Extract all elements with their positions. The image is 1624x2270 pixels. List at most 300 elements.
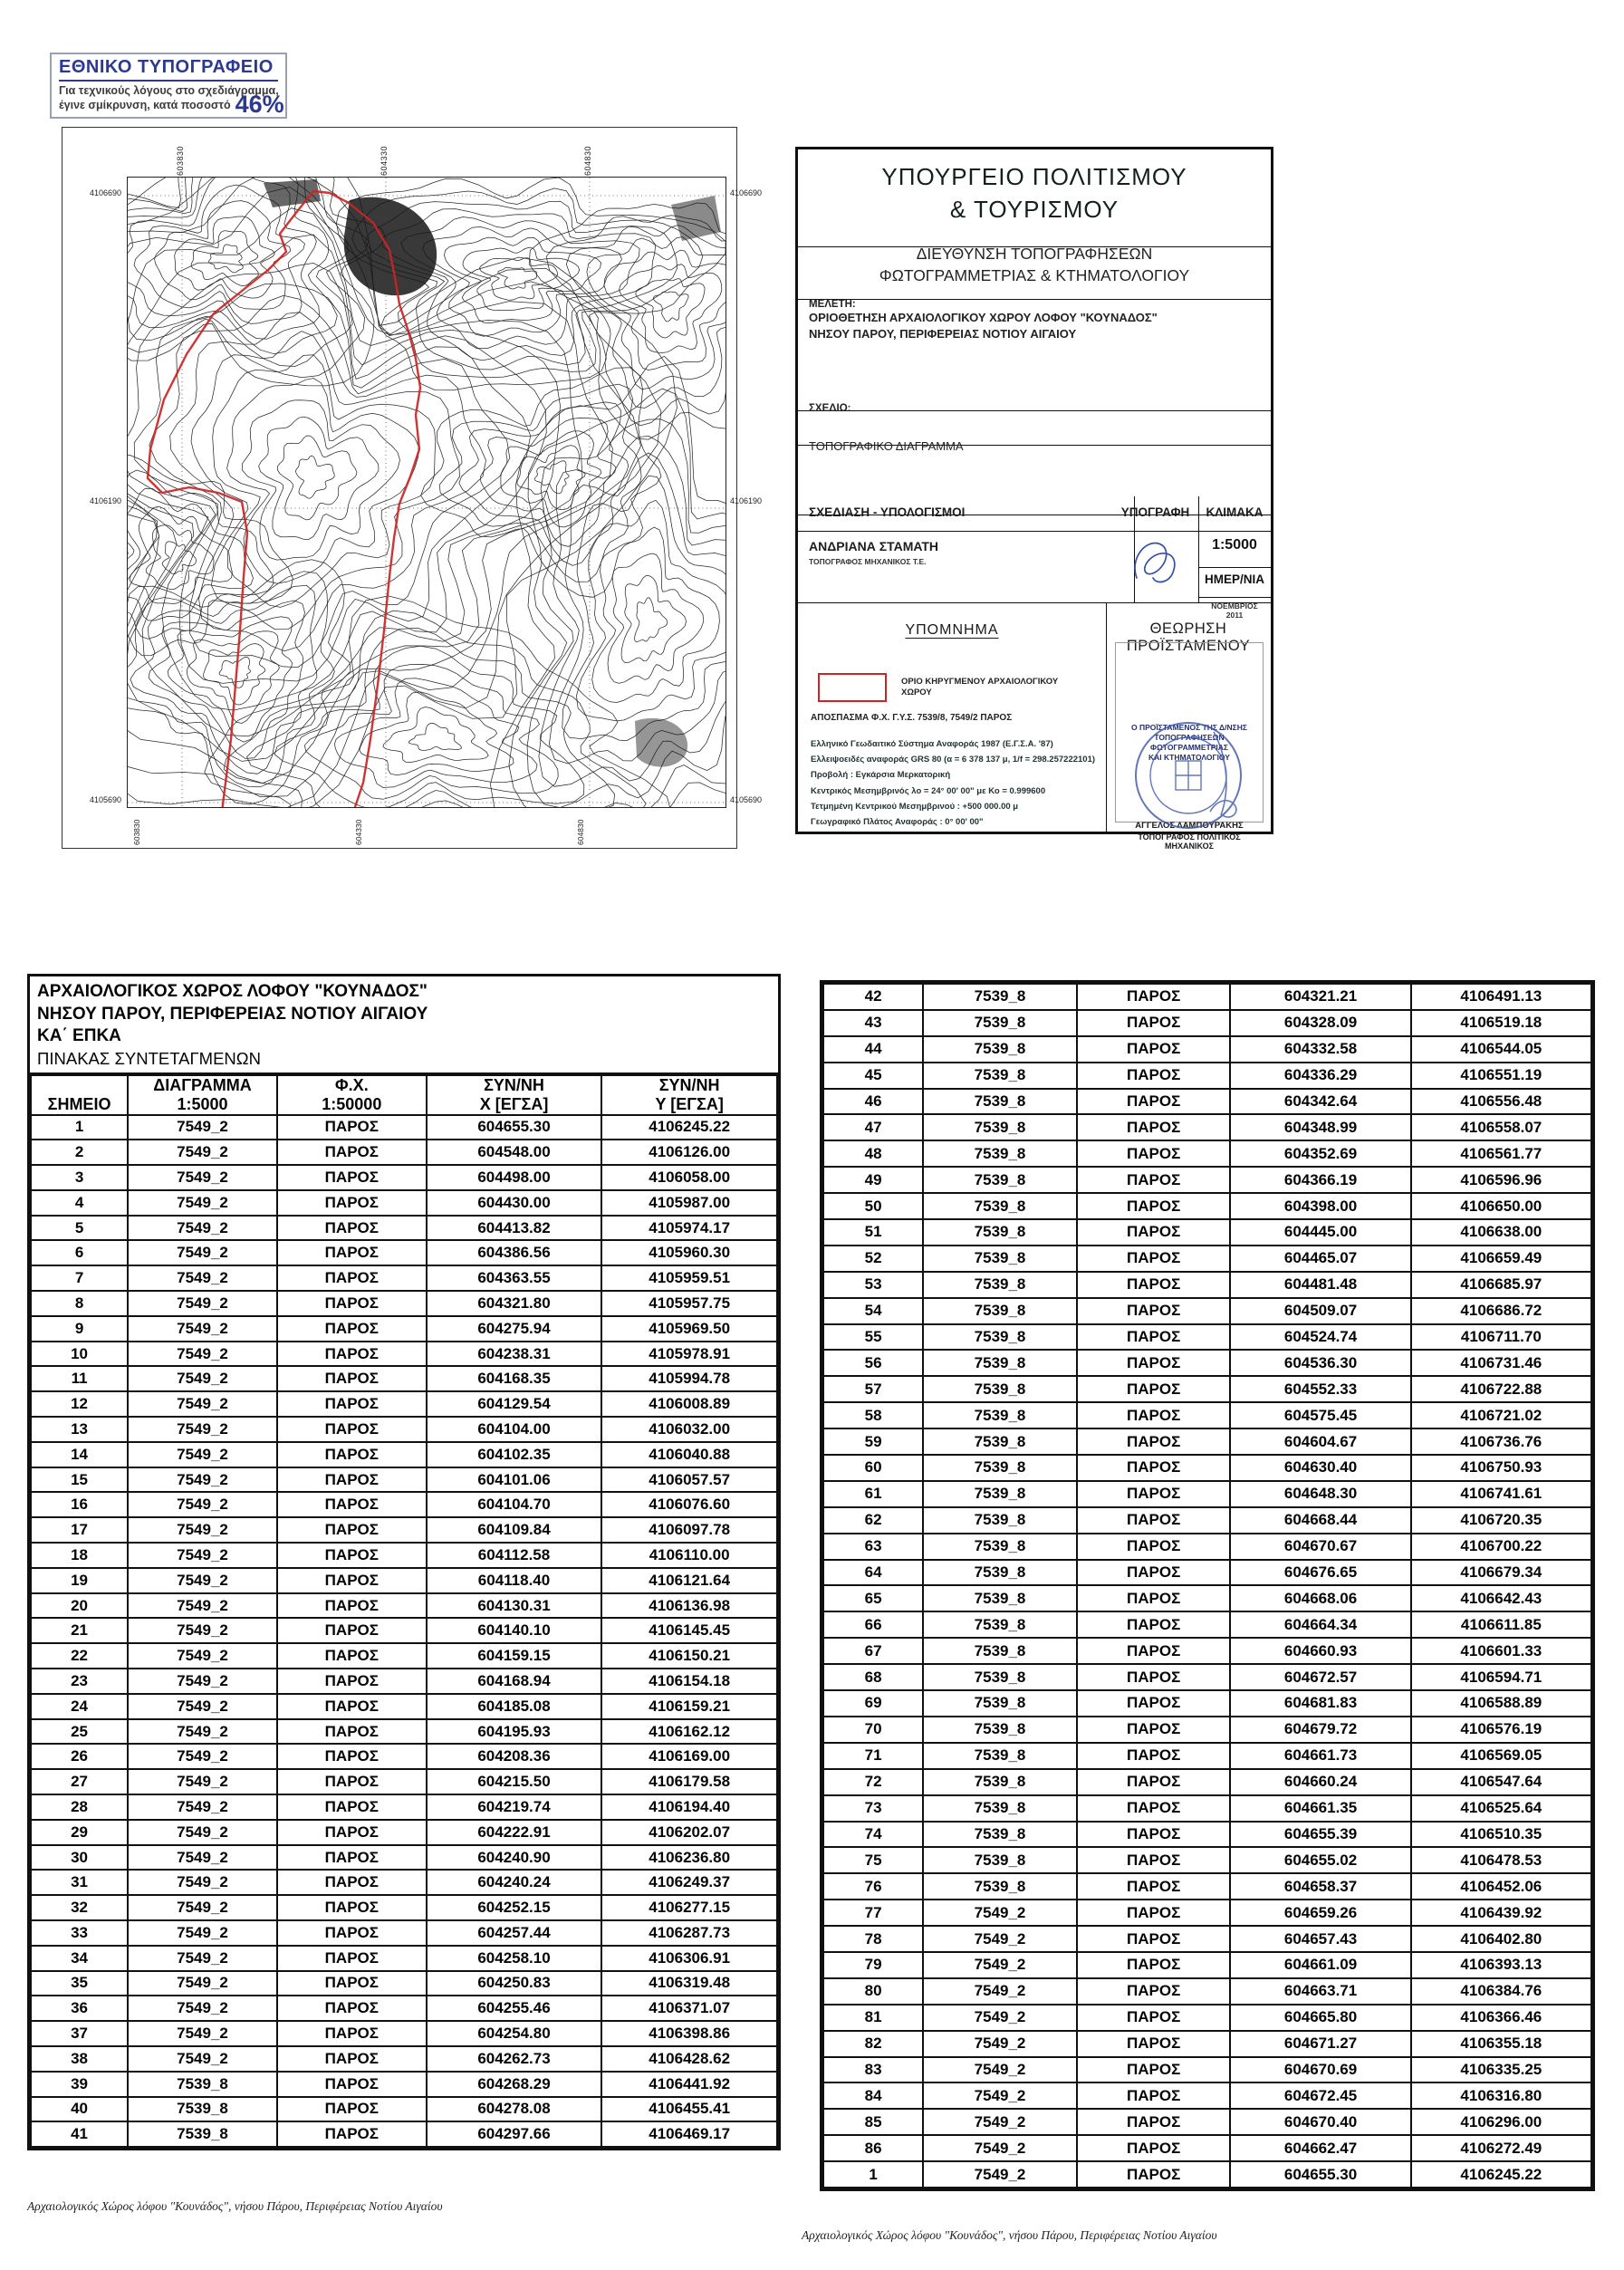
approver-name: ΑΓΓΕΛΟΣ ΛΑΜΠΟΥΡΑΚΗΣ [1135, 821, 1244, 831]
table-cell: ΠΑΡΟΣ [1077, 2161, 1231, 2188]
table-cell: 4106510.35 [1411, 1822, 1591, 1848]
coordinates-table-title: ΑΡΧΑΙΟΛΟΓΙΚΟΣ ΧΩΡΟΣ ΛΟΦΟΥ "ΚΟΥΝΑΔΟΣ" ΝΗΣΟΥ ΠΑΡΟΥ, ΠΕΡΙΦΕΡΕΙΑΣ ΝΟΤΙΟΥ ΑΙΓΑΙΟΥ ΚΑ΄ ΕΠΚΑ ΠΙΝΑΚΑΣ ΣΥΝΤΕΤΑΓΜΕΝΩΝ [30, 976, 778, 1074]
table-cell: ΠΑΡΟΣ [1077, 1036, 1231, 1063]
table-row [823, 1690, 1591, 1717]
table-row [823, 2135, 1591, 2161]
table-cell: 4106722.88 [1411, 1376, 1591, 1402]
table-cell: 7539_8 [923, 1507, 1077, 1534]
signature-label: ΥΠΟΓΡΑΦΗ [1112, 496, 1199, 531]
table-cell: 79 [823, 1952, 923, 1978]
header-diagram: ΔΙΑΓΡΑΜΜΑ 1:5000 [128, 1075, 277, 1115]
table-cell: 604297.66 [427, 2121, 602, 2147]
table-row [31, 1845, 777, 1871]
table-cell: 4105969.50 [601, 1316, 777, 1342]
table-cell: 4106398.86 [601, 2021, 777, 2046]
table-cell: 57 [823, 1376, 923, 1402]
table-cell: 4106686.72 [1411, 1298, 1591, 1324]
table-row [31, 1517, 777, 1543]
table-cell: ΠΑΡΟΣ [1077, 2031, 1231, 2057]
table-cell: 4106556.48 [1411, 1089, 1591, 1115]
table-cell: 4105974.17 [601, 1216, 777, 1241]
table-cell: 604250.83 [427, 1971, 602, 1996]
table-cell: 4106136.98 [601, 1593, 777, 1619]
table-row [823, 1324, 1591, 1351]
table-cell: 7549_2 [923, 2161, 1077, 2188]
header-point: ΣΗΜΕΙΟ [31, 1075, 128, 1115]
table-row [823, 1847, 1591, 1873]
table-cell: ΠΑΡΟΣ [277, 1820, 427, 1845]
table-cell: 27 [31, 1769, 128, 1794]
table-cell: ΠΑΡΟΣ [277, 1316, 427, 1342]
table-cell: 604648.30 [1230, 1481, 1410, 1507]
table-cell: ΠΑΡΟΣ [1077, 1926, 1231, 1952]
table-cell: ΠΑΡΟΣ [1077, 1428, 1231, 1455]
designer-signature [1120, 531, 1191, 594]
table-cell: 604524.74 [1230, 1324, 1410, 1351]
table-cell: 60 [823, 1455, 923, 1481]
table-cell: ΠΑΡΟΣ [1077, 1193, 1231, 1219]
table-cell: 41 [31, 2121, 128, 2147]
table-row [823, 1900, 1591, 1926]
table-cell: ΠΑΡΟΣ [1077, 1638, 1231, 1664]
printing-office-title: ΕΘΝΙΚΟ ΤΥΠΟΓΡΑΦΕΙΟ [59, 57, 278, 82]
table-row [31, 1769, 777, 1794]
table-row [823, 1611, 1591, 1638]
table-cell: 63 [823, 1534, 923, 1560]
table-cell: ΠΑΡΟΣ [277, 1140, 427, 1165]
table-cell: 604670.67 [1230, 1534, 1410, 1560]
table-row [31, 1165, 777, 1190]
table-cell: ΠΑΡΟΣ [1077, 1507, 1231, 1534]
table-cell: 604604.67 [1230, 1428, 1410, 1455]
table-row [31, 2097, 777, 2122]
table-cell: 604168.94 [427, 1669, 602, 1694]
table-cell: 4106110.00 [601, 1543, 777, 1568]
table-cell: ΠΑΡΟΣ [277, 1895, 427, 1920]
table-cell: ΠΑΡΟΣ [277, 1694, 427, 1719]
table-cell: ΠΑΡΟΣ [277, 1744, 427, 1769]
table-cell: 4106601.33 [1411, 1638, 1591, 1664]
table-cell: ΠΑΡΟΣ [277, 1794, 427, 1820]
table-row [823, 1114, 1591, 1140]
title-block [795, 147, 1273, 851]
table-cell: 4106469.17 [601, 2121, 777, 2147]
table-cell: 4106558.07 [1411, 1114, 1591, 1140]
table-cell: 7539_8 [923, 1873, 1077, 1900]
table-cell: 4106455.41 [601, 2097, 777, 2122]
table-cell: 35 [31, 1971, 128, 1996]
table-cell: 58 [823, 1402, 923, 1428]
table-cell: 4106245.22 [1411, 2161, 1591, 2188]
table-row [823, 1638, 1591, 1664]
coordinates-table-header [31, 1075, 777, 1115]
signature-cell [1112, 531, 1199, 602]
table-cell: ΠΑΡΟΣ [1077, 2135, 1231, 2161]
table-cell: 7539_8 [923, 1167, 1077, 1193]
table-cell: 4106319.48 [601, 1971, 777, 1996]
legend-title: ΥΠΟΜΝΗΜΑ [905, 622, 999, 638]
table-cell: 7549_2 [128, 1769, 277, 1794]
northing-label-right: 4106690 [730, 188, 763, 197]
easting-label-top: 604830 [583, 145, 592, 176]
table-row [823, 1664, 1591, 1690]
table-cell: 604668.44 [1230, 1507, 1410, 1534]
table-cell: ΠΑΡΟΣ [277, 1240, 427, 1265]
table-cell: ΠΑΡΟΣ [1077, 1978, 1231, 2005]
table-cell: ΠΑΡΟΣ [1077, 1063, 1231, 1089]
table-cell: 47 [823, 1114, 923, 1140]
table-row [823, 1455, 1591, 1481]
table-cell: 604321.21 [1230, 984, 1410, 1010]
table-cell: 80 [823, 1978, 923, 2005]
table-row [31, 1794, 777, 1820]
table-row [823, 1481, 1591, 1507]
table-cell: ΠΑΡΟΣ [277, 2072, 427, 2097]
legend-approval-row [798, 602, 1271, 851]
table-cell: ΠΑΡΟΣ [1077, 2109, 1231, 2135]
legend-item [818, 673, 1064, 702]
table-cell: ΠΑΡΟΣ [1077, 1219, 1231, 1246]
easting-label-bottom: 604830 [576, 819, 585, 845]
table-row [823, 1350, 1591, 1376]
table-cell: 4106402.80 [1411, 1926, 1591, 1952]
table-cell: 17 [31, 1517, 128, 1543]
table-cell: 24 [31, 1694, 128, 1719]
table-row [823, 2005, 1591, 2031]
table-cell: 7549_2 [128, 1391, 277, 1417]
table-cell: ΠΑΡΟΣ [1077, 1324, 1231, 1351]
table-cell: 7539_8 [923, 1534, 1077, 1560]
approval-text: Ο ΠΡΟΪΣΤΑΜΕΝΟΣ ΤΗΣ Δ/ΝΣΗΣ ΤΟΠΟΓΡΑΦΗΣΕΩΝ ΦΩΤΟΓΡΑΜΜΕΤΡΙΑΣ ΚΑΙ ΚΤΗΜΑΤΟΛΟΓΙΟΥ [1131, 723, 1247, 762]
table-cell: 7539_8 [923, 1585, 1077, 1611]
table-cell: 7539_8 [128, 2097, 277, 2122]
table-cell: 7539_8 [923, 1717, 1077, 1743]
table-cell: 18 [31, 1543, 128, 1568]
designer-title: ΤΟΠΟΓΡΑΦΟΣ ΜΗΧΑΝΙΚΟΣ Τ.Ε. [809, 557, 927, 566]
table-cell: 4106519.18 [1411, 1010, 1591, 1036]
table-cell: ΠΑΡΟΣ [1077, 1717, 1231, 1743]
table-cell: 4106594.71 [1411, 1664, 1591, 1690]
table-cell: 9 [31, 1316, 128, 1342]
table-cell: 7549_2 [128, 1115, 277, 1140]
design-label: ΣΧΕΔΙΑΣΗ - ΥΠΟΛΟΓΙΣΜΟΙ [798, 496, 1135, 531]
table-row [31, 2046, 777, 2072]
table-cell: 4106441.92 [601, 2072, 777, 2097]
reduction-percent: 46% [235, 91, 284, 118]
table-cell: 604185.08 [427, 1694, 602, 1719]
table-cell: ΠΑΡΟΣ [277, 1442, 427, 1467]
table-cell: 7539_8 [923, 1428, 1077, 1455]
table-cell: 34 [31, 1946, 128, 1971]
table-cell: 604655.30 [1230, 2161, 1410, 2188]
table-cell: 31 [31, 1870, 128, 1895]
table-cell: 7539_8 [923, 1847, 1077, 1873]
table-cell: 604342.64 [1230, 1089, 1410, 1115]
table-cell: 604328.09 [1230, 1010, 1410, 1036]
table-cell: 4105987.00 [601, 1190, 777, 1216]
header-sheet: Φ.Χ. 1:50000 [277, 1075, 427, 1115]
table-cell: 604159.15 [427, 1643, 602, 1669]
table-row [823, 1036, 1591, 1063]
table-cell: 7549_2 [923, 2135, 1077, 2161]
table-cell: 7549_2 [128, 1946, 277, 1971]
table-cell: ΠΑΡΟΣ [277, 1946, 427, 1971]
table-cell: 604363.55 [427, 1265, 602, 1291]
table-row [823, 1534, 1591, 1560]
table-cell: 16 [31, 1492, 128, 1517]
table-cell: 7549_2 [128, 1643, 277, 1669]
table-cell: ΠΑΡΟΣ [277, 1593, 427, 1619]
table-cell: 604109.84 [427, 1517, 602, 1543]
table-cell: 7539_8 [923, 1298, 1077, 1324]
table-cell: 4 [31, 1190, 128, 1216]
table-cell: 4106154.18 [601, 1669, 777, 1694]
table-cell: 4106335.25 [1411, 2057, 1591, 2083]
table-cell: 7549_2 [128, 1216, 277, 1241]
table-cell: 4106316.80 [1411, 2082, 1591, 2109]
table-cell: 7549_2 [128, 1870, 277, 1895]
table-cell: 604664.34 [1230, 1611, 1410, 1638]
table-cell: 67 [823, 1638, 923, 1664]
table-cell: 4106642.43 [1411, 1585, 1591, 1611]
table-cell: 4106355.18 [1411, 2031, 1591, 2057]
table-cell: 604671.27 [1230, 2031, 1410, 2057]
table-cell: 604676.65 [1230, 1560, 1410, 1586]
table-cell: 38 [31, 2046, 128, 2072]
table-cell: 604481.48 [1230, 1272, 1410, 1298]
easting-label-bottom: 604330 [354, 819, 363, 845]
table-cell: 604104.00 [427, 1417, 602, 1442]
table-cell: 53 [823, 1272, 923, 1298]
table-cell: 7539_8 [923, 1063, 1077, 1089]
table-cell: 4106439.92 [1411, 1900, 1591, 1926]
table-cell: ΠΑΡΟΣ [277, 1165, 427, 1190]
footer-left: Αρχαιολογικός Χώρος λόφου "Κουνάδος", νήσου Πάρου, Περιφέρειας Νοτίου Αιγαίου [27, 2199, 443, 2213]
table-cell: 7549_2 [128, 1794, 277, 1820]
table-cell: ΠΑΡΟΣ [277, 1417, 427, 1442]
printing-office-line1: Για τεχνικούς λόγους στο σχεδιάγραμμα, [59, 84, 279, 97]
table-row [823, 1926, 1591, 1952]
table-cell: 7549_2 [923, 1978, 1077, 2005]
table-cell: ΠΑΡΟΣ [1077, 1089, 1231, 1115]
table-cell: 4105978.91 [601, 1342, 777, 1367]
table-cell: 604112.58 [427, 1543, 602, 1568]
table-cell: 4106393.13 [1411, 1952, 1591, 1978]
table-row [823, 1272, 1591, 1298]
table-cell: 3 [31, 1165, 128, 1190]
approver-title: ΤΟΠΟΓΡΑΦΟΣ ΠΟΛΙΤΙΚΟΣ ΜΗΧΑΝΙΚΟΣ [1138, 832, 1241, 851]
table-cell: ΠΑΡΟΣ [1077, 1795, 1231, 1822]
table-cell: 4106296.00 [1411, 2109, 1591, 2135]
table-cell: 4106236.80 [601, 1845, 777, 1871]
boundary-legend-label: ΟΡΙΟ ΚΗΡΥΓΜΕΝΟΥ ΑΡΧΑΙΟΛΟΓΙΚΟΥ ΧΩΡΟΥ [901, 677, 1059, 697]
table-row [31, 1140, 777, 1165]
table-cell: 4106569.05 [1411, 1743, 1591, 1769]
table-cell: 7549_2 [128, 1568, 277, 1593]
table-row [823, 1010, 1591, 1036]
table-row [823, 1167, 1591, 1193]
table-cell: 36 [31, 1996, 128, 2021]
scale-value: 1:5000 [1198, 531, 1271, 568]
table-cell: 42 [823, 984, 923, 1010]
table-cell: 604679.72 [1230, 1717, 1410, 1743]
table-cell: 604509.07 [1230, 1298, 1410, 1324]
table-row [823, 1140, 1591, 1167]
table-cell: ΠΑΡΟΣ [277, 2021, 427, 2046]
design-body-row [798, 531, 1271, 620]
table-cell: 7539_8 [923, 1246, 1077, 1272]
table-cell: 7549_2 [128, 1165, 277, 1190]
table-cell: 4105960.30 [601, 1240, 777, 1265]
table-cell: 604662.47 [1230, 2135, 1410, 2161]
table-cell: 4106576.19 [1411, 1717, 1591, 1743]
table-cell: 2 [31, 1140, 128, 1165]
table-cell: 7549_2 [128, 1996, 277, 2021]
table-cell: 14 [31, 1442, 128, 1467]
table-cell: ΠΑΡΟΣ [277, 1769, 427, 1794]
topographic-map-canvas [128, 178, 726, 807]
table-row [31, 1946, 777, 1971]
study-section: ΜΕΛΕΤΗ: ΟΡΙΟΘΕΤΗΣΗ ΑΡΧΑΙΟΛΟΓΙΚΟΥ ΧΩΡΟΥ ΛΟΦΟΥ "ΚΟΥΝΑΔΟΣ" ΝΗΣΟΥ ΠΑΡΟΥ, ΠΕΡΙΦΕΡΕΙΑΣ ΝΟΤΙΟΥ ΑΙΓΑΙΟΥ [798, 292, 1271, 411]
table-cell: ΠΑΡΟΣ [277, 1845, 427, 1871]
table-cell: ΠΑΡΟΣ [1077, 1010, 1231, 1036]
table-cell: ΠΑΡΟΣ [1077, 984, 1231, 1010]
table-cell: 4106561.77 [1411, 1140, 1591, 1167]
table-cell: 604101.06 [427, 1467, 602, 1493]
table-cell: 7539_8 [923, 984, 1077, 1010]
table-cell: 70 [823, 1717, 923, 1743]
map-excerpt-note: ΑΠΟΣΠΑΣΜΑ Φ.Χ. Γ.Υ.Σ. 7539/8, 7549/2 ΠΑΡΟΣ [811, 713, 1013, 723]
table-cell: 7549_2 [923, 1900, 1077, 1926]
table-cell: 78 [823, 1926, 923, 1952]
table-cell: 604332.58 [1230, 1036, 1410, 1063]
header-x: ΣΥΝ/ΝΗ X [ΕΓΣΑ] [427, 1075, 602, 1115]
coordinates-rows-left [31, 1115, 777, 2148]
drawing-label: ΣΧΕΔΙΟ: [809, 403, 851, 414]
table-cell: ΠΑΡΟΣ [277, 1643, 427, 1669]
table-row [31, 1971, 777, 1996]
table-cell: 604398.00 [1230, 1193, 1410, 1219]
table-cell: 82 [823, 2031, 923, 2057]
table-row [823, 1089, 1591, 1115]
drawing-value: ΤΟΠΟΓΡΑΦΙΚΟ ΔΙΑΓΡΑΜΜΑ [798, 430, 1271, 515]
table-cell: ΠΑΡΟΣ [277, 1291, 427, 1316]
table-cell: 604670.69 [1230, 2057, 1410, 2083]
table-cell: 604104.70 [427, 1492, 602, 1517]
table-cell: 604413.82 [427, 1216, 602, 1241]
table-cell: 69 [823, 1690, 923, 1717]
boundary-legend-swatch [818, 673, 887, 702]
table-cell: 7539_8 [128, 2121, 277, 2147]
table-row [31, 1417, 777, 1442]
table-row [31, 1240, 777, 1265]
table-cell: 7539_8 [923, 1769, 1077, 1795]
table-cell: ΠΑΡΟΣ [1077, 1664, 1231, 1690]
table-cell: ΠΑΡΟΣ [277, 1265, 427, 1291]
table-cell: ΠΑΡΟΣ [277, 1719, 427, 1745]
table-cell: ΠΑΡΟΣ [277, 1216, 427, 1241]
table-cell: 604254.80 [427, 2021, 602, 2046]
table-row [31, 1895, 777, 1920]
table-cell: 46 [823, 1089, 923, 1115]
table-cell: 604660.24 [1230, 1769, 1410, 1795]
table-row [823, 1717, 1591, 1743]
table-cell: 7549_2 [128, 1140, 277, 1165]
table-row [31, 1593, 777, 1619]
table-cell: 4106679.34 [1411, 1560, 1591, 1586]
table-cell: ΠΑΡΟΣ [277, 1996, 427, 2021]
table-cell: 604278.08 [427, 2097, 602, 2122]
table-cell: 4106588.89 [1411, 1690, 1591, 1717]
table-cell: 56 [823, 1350, 923, 1376]
table-cell: ΠΑΡΟΣ [1077, 1873, 1231, 1900]
table-cell: 4106202.07 [601, 1820, 777, 1845]
table-cell: 604661.73 [1230, 1743, 1410, 1769]
table-cell: 7549_2 [128, 1342, 277, 1367]
table-cell: 4106452.06 [1411, 1873, 1591, 1900]
table-cell: 4106720.35 [1411, 1507, 1591, 1534]
table-cell: 29 [31, 1820, 128, 1845]
table-cell: ΠΑΡΟΣ [1077, 1481, 1231, 1507]
table-row [31, 2072, 777, 2097]
table-cell: ΠΑΡΟΣ [1077, 1140, 1231, 1167]
table-cell: 12 [31, 1391, 128, 1417]
table-row [31, 1265, 777, 1291]
table-row [823, 1873, 1591, 1900]
directorate-header: ΔΙΕΥΘΥΝΣΗ ΤΟΠΟΓΡΑΦΗΣΕΩΝ ΦΩΤΟΓΡΑΜΜΕΤΡΙΑΣ & ΚΤΗΜΑΤΟΛΟΓΙΟΥ [798, 236, 1271, 300]
design-header-row [798, 496, 1271, 532]
table-cell: 4106547.64 [1411, 1769, 1591, 1795]
table-cell: 4106741.61 [1411, 1481, 1591, 1507]
table-row [823, 1193, 1591, 1219]
table-cell: 64 [823, 1560, 923, 1586]
table-cell: ΠΑΡΟΣ [277, 2121, 427, 2147]
coordinates-table-right [820, 980, 1595, 2191]
table-cell: 604661.09 [1230, 1952, 1410, 1978]
table-cell: 4106611.85 [1411, 1611, 1591, 1638]
table-row [31, 1391, 777, 1417]
table-cell: ΠΑΡΟΣ [277, 1342, 427, 1367]
table-cell: 7549_2 [128, 2021, 277, 2046]
table-cell: 604258.10 [427, 1946, 602, 1971]
table-cell: 4106058.00 [601, 1165, 777, 1190]
table-row [823, 1822, 1591, 1848]
table-cell: 604386.56 [427, 1240, 602, 1265]
table-cell: 604552.33 [1230, 1376, 1410, 1402]
approval-title: ΘΕΩΡΗΣΗ ΠΡΟΪΣΤΑΜΕΝΟΥ [1126, 620, 1251, 654]
table-cell: 23 [31, 1669, 128, 1694]
table-cell: 7539_8 [923, 1690, 1077, 1717]
table-row [31, 1216, 777, 1241]
table-cell: 7539_8 [923, 1664, 1077, 1690]
table-cell: 7539_8 [923, 1638, 1077, 1664]
table-cell: 604630.40 [1230, 1455, 1410, 1481]
coordinates-table-left [27, 974, 781, 2150]
table-row [823, 1585, 1591, 1611]
table-cell: 7539_8 [923, 1611, 1077, 1638]
approval-stamp [1123, 705, 1259, 841]
table-cell: 604222.91 [427, 1820, 602, 1845]
table-cell: 604430.00 [427, 1190, 602, 1216]
table-cell: 39 [31, 2072, 128, 2097]
table-cell: 4106700.22 [1411, 1534, 1591, 1560]
table-cell: ΠΑΡΟΣ [1077, 1585, 1231, 1611]
table-row [823, 1219, 1591, 1246]
table-cell: 7539_8 [923, 1324, 1077, 1351]
table-cell: 66 [823, 1611, 923, 1638]
legend-section [798, 602, 1107, 832]
table-cell: 7549_2 [128, 1744, 277, 1769]
